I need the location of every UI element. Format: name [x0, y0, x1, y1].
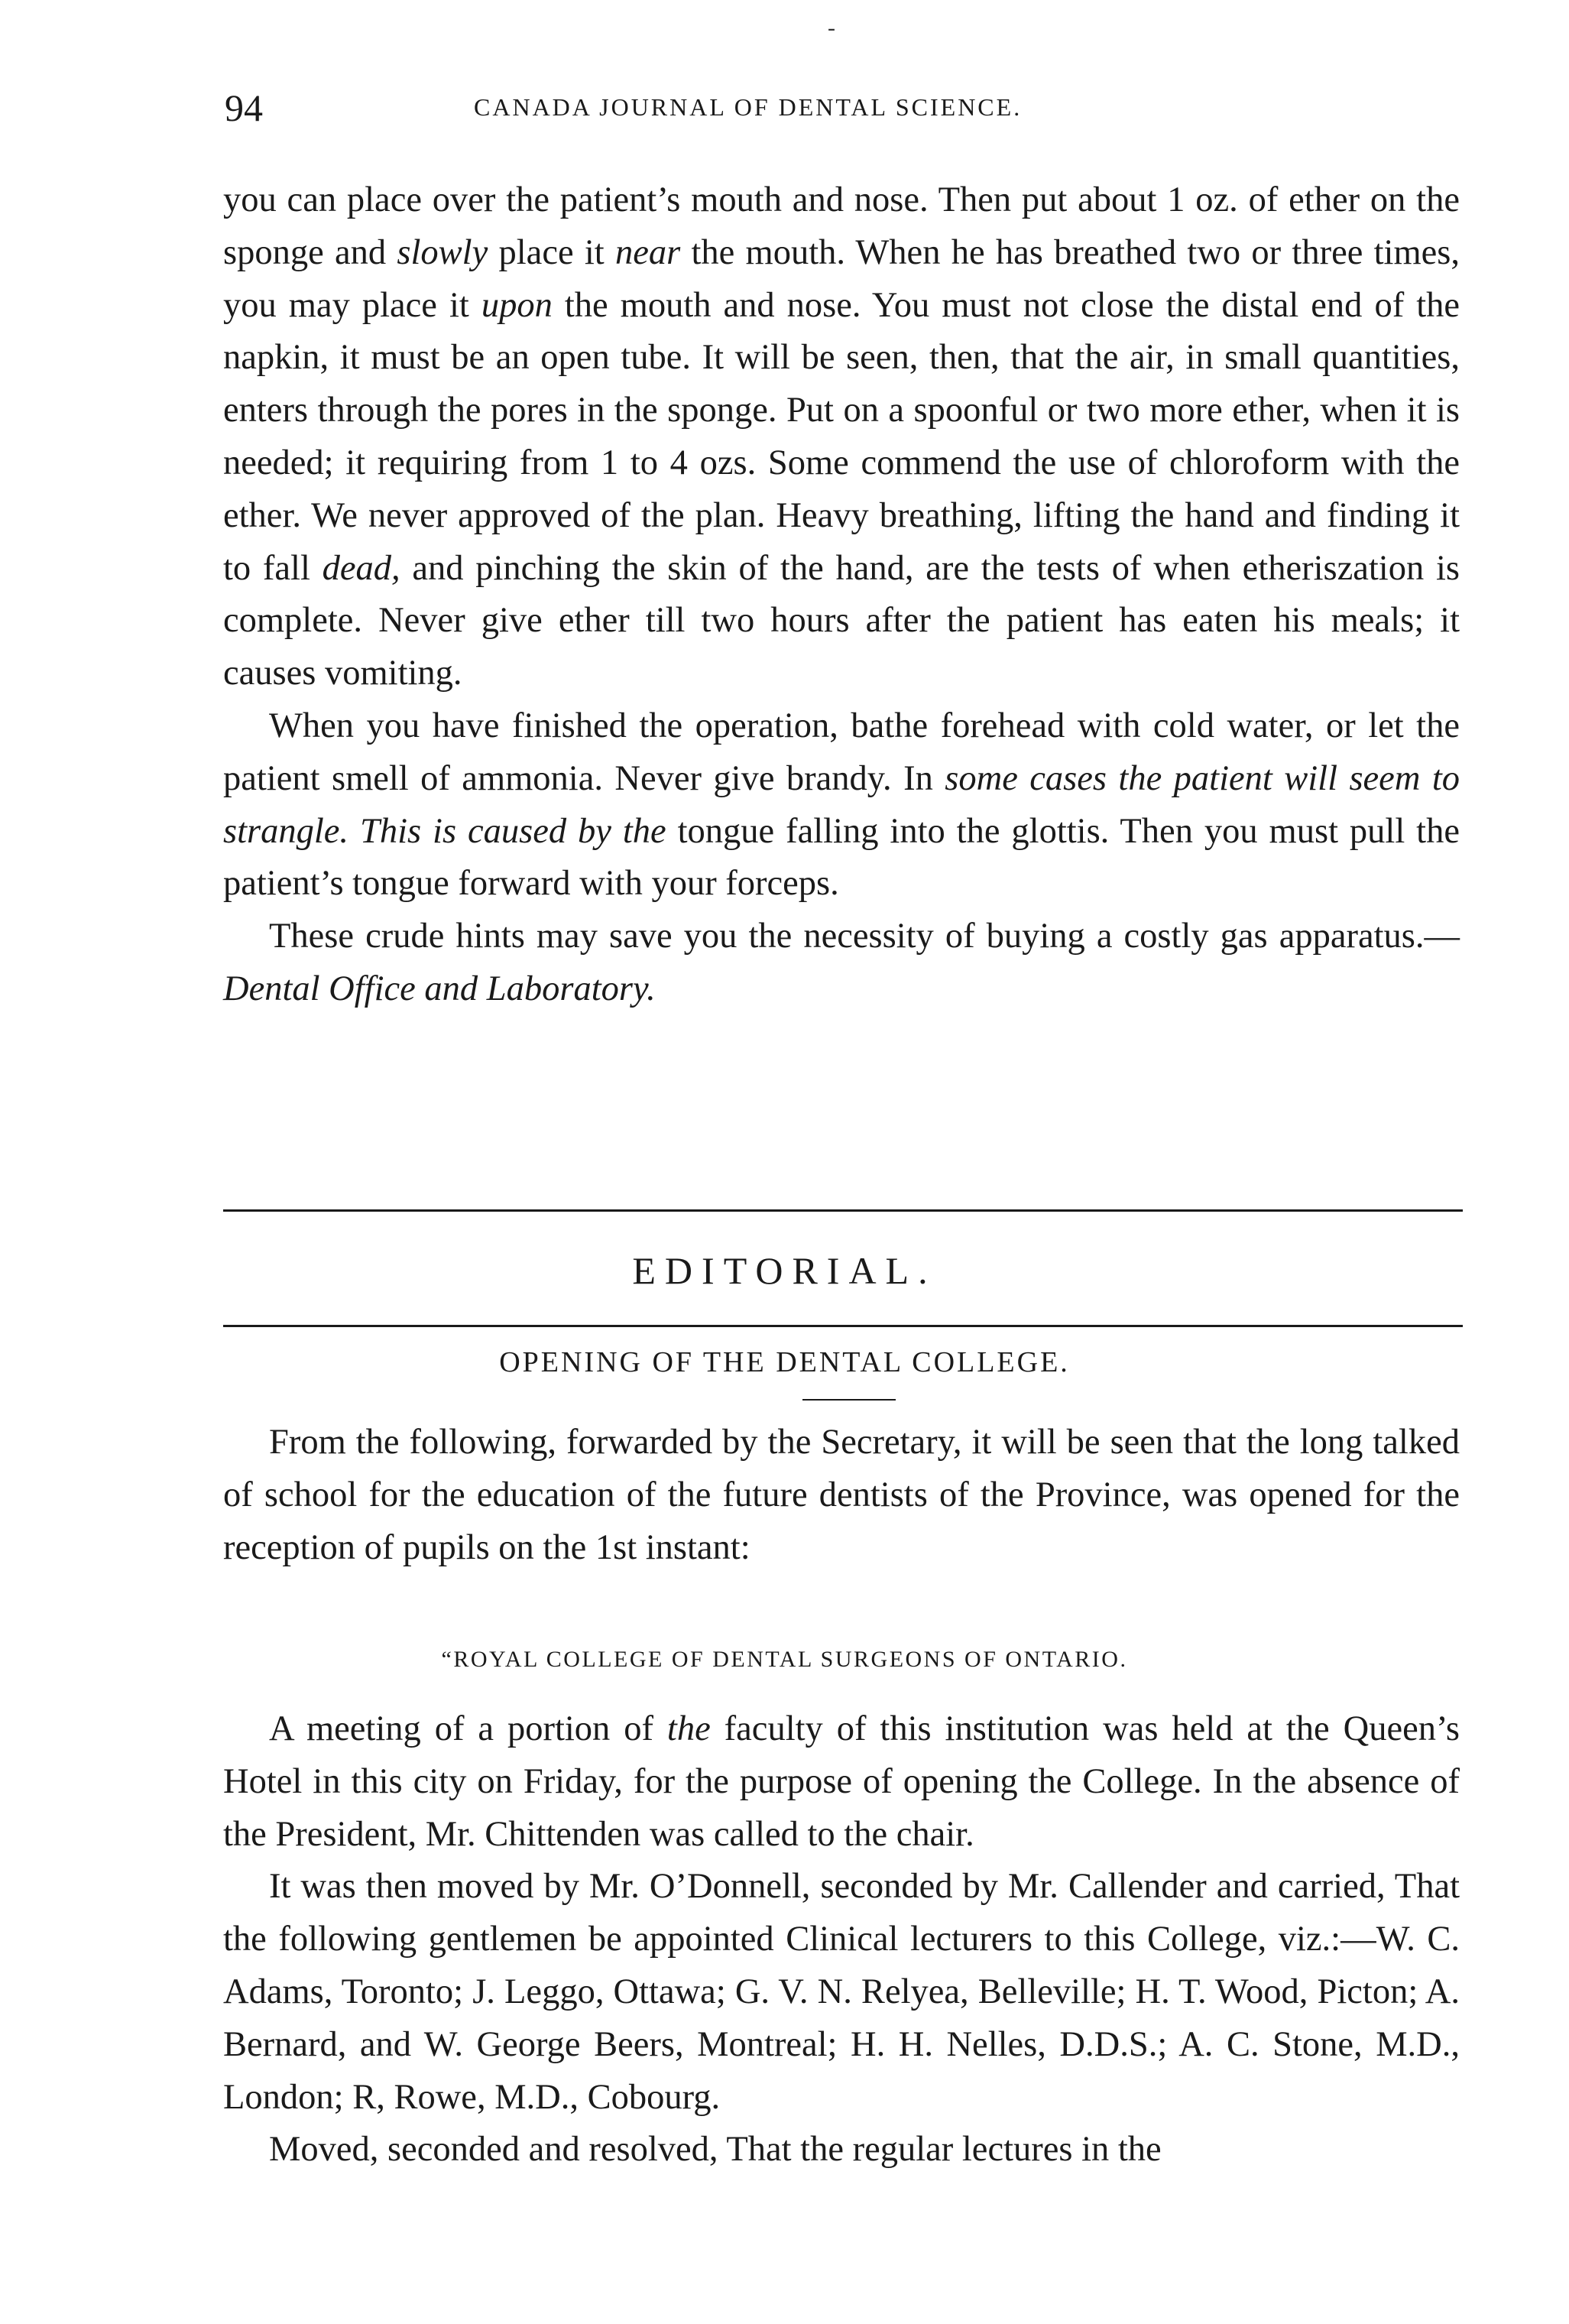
emphasis-strangle: some cases the patient will seem to strangle. This is caused by the — [223, 758, 1460, 851]
article-continuation — [223, 174, 1460, 1016]
running-title: CANADA JOURNAL OF DENTAL SCIENCE. — [474, 93, 1023, 121]
paragraph-crude-hints — [223, 910, 1460, 1016]
paragraph-ether-instructions — [223, 174, 1460, 700]
text-span: you can place over the patient’s mouth and nose. Then put about 1 oz. of ether on the sponge and — [223, 180, 1460, 272]
emphasis-the: the — [666, 1709, 711, 1748]
text-span: These crude hints may save you the necessity of buying a costly gas apparatus.— — [269, 917, 1460, 956]
text-span: and pinching the skin of the hand, are the tests of when etheriszation is complete. Never give ether till two hours after the patient has eaten his meals; it causes vomiting. — [223, 548, 1460, 693]
paragraph-regular-lectures: Moved, seconded and resolved, That the regular lectures in the — [269, 2130, 1162, 2170]
article-title: OPENING OF THE DENTAL COLLEGE. — [499, 1346, 1070, 1378]
emphasis-near: near — [614, 232, 681, 272]
paragraph-after-operation — [223, 700, 1460, 910]
emphasis-dead: dead, — [322, 548, 400, 588]
paragraph-intro: From the following, forwarded by the Secretary, it will be seen that the long talked of school for the education of the future dentists of the Province, was opened for the reception of pupils on the 1st instant: — [223, 1423, 1460, 1567]
editorial-intro — [223, 1417, 1460, 1574]
quoted-subheading: “ROYAL COLLEGE OF DENTAL SURGEONS OF ONTARIO. — [441, 1647, 1128, 1672]
emphasis-slowly: slowly — [397, 232, 488, 272]
editorial-body — [223, 1703, 1460, 2176]
text-span: tongue falling into the glottis. Then you must pull the patient’s tongue forward with your forceps. — [223, 811, 1460, 904]
page-number: 94 — [225, 86, 263, 129]
text-span: the mouth. When he has breathed two or three times, you may place it — [223, 232, 1460, 325]
emphasis-upon: upon — [481, 285, 553, 325]
text-span: When you have finished the operation, bathe forehead with cold water, or let the patient smell of ammonia. Never give brandy. In — [223, 706, 1460, 798]
text-span: place it — [488, 232, 615, 272]
text-span: A meeting of a portion of — [269, 1709, 667, 1748]
section-divider-bottom — [223, 1325, 1463, 1327]
printer-mark: - — [828, 15, 835, 41]
section-heading-editorial: EDITORIAL. — [632, 1249, 937, 1292]
paragraph-clinical-lecturers: It was then moved by Mr. O’Donnell, seconded by Mr. Callender and carried, That the following gentlemen be appointed Clinical lecturers to this College, viz.:—W. C. Adams, Toronto; J. Leggo, Ottawa; G. V. N. Relyea, Belleville; H. T. Wood, Picton; A. Bernard, and W. George Beers, Montreal; H. H. Nelles, D.D.S.; A. C. Stone, M.D., London; R, Rowe, M.D., Cobourg. — [223, 1867, 1460, 2117]
section-divider-top — [223, 1209, 1463, 1212]
title-underline — [802, 1399, 896, 1401]
text-span: the mouth and nose. You must not close the distal end of the napkin, it must be an open tube. It will be seen, then, that the air, in small quantities, enters through the pores in the sponge. Put on a spoonful or two more ether, when it is needed; it requiring from 1 to 4 ozs. Some commend the use of chloroform with the ether. We never approved of the plan. Heavy breathing, lifting the hand and finding it to fall — [223, 285, 1460, 588]
source-citation: Dental Office and Laboratory. — [223, 969, 656, 1008]
paragraph-meeting — [223, 1703, 1460, 1861]
text-span: faculty of this institution was held at the Queen’s Hotel in this city on Friday, for the purpose of opening the College. In the absence of the President, Mr. Chittenden was called to the chair. — [223, 1709, 1460, 1854]
